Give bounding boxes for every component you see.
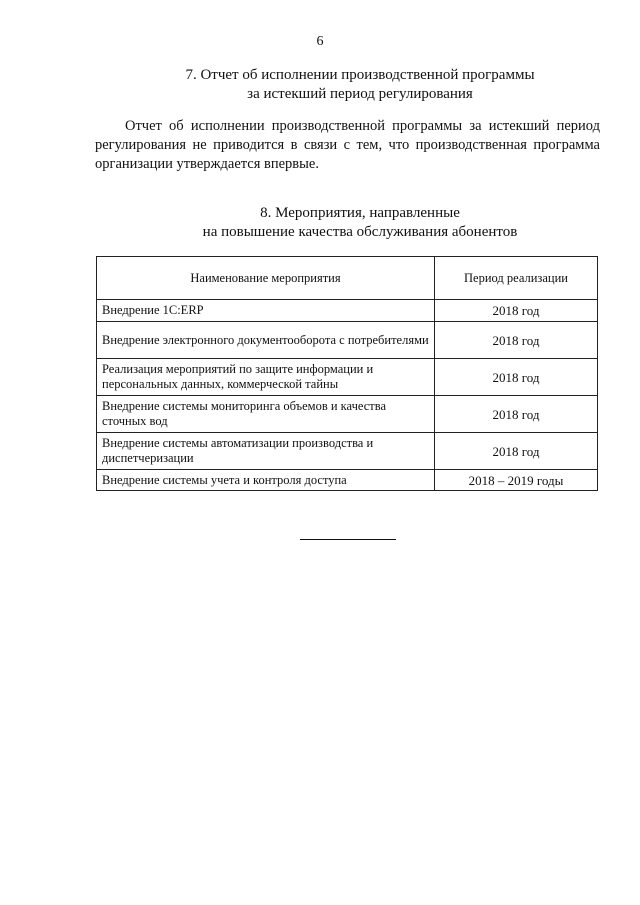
section-8-title-line-2: на повышение качества обслуживания абонентов bbox=[202, 224, 518, 240]
measure-period: 2018 год bbox=[435, 322, 598, 359]
measure-name: Внедрение системы учета и контроля доступа bbox=[97, 470, 435, 491]
measure-period: 2018 год bbox=[435, 396, 598, 433]
section-7-paragraph-text: Отчет об исполнении производственной программы за истекший период регулирования не приводится в связи с тем, что производственная программа организации утверждается впервые. bbox=[95, 118, 600, 172]
column-header-period: Период реализации bbox=[435, 257, 598, 300]
measures-table bbox=[96, 256, 598, 491]
column-header-name: Наименование мероприятия bbox=[97, 257, 435, 300]
measure-name: Реализация мероприятий по защите информации и персональных данных, коммерческой тайны bbox=[97, 359, 435, 396]
measure-name: Внедрение электронного документооборота с потребителями bbox=[97, 322, 435, 359]
table-row bbox=[97, 322, 598, 359]
section-7-paragraph bbox=[95, 117, 600, 174]
measure-name: Внедрение системы автоматизации производства и диспетчеризации bbox=[97, 433, 435, 470]
table-header-row bbox=[97, 257, 598, 300]
table-row bbox=[97, 359, 598, 396]
section-7-title-line-1: 7. Отчет об исполнении производственной программы bbox=[185, 67, 535, 83]
section-7-heading bbox=[0, 66, 640, 104]
section-8-heading bbox=[0, 204, 640, 242]
measure-period: 2018 год bbox=[435, 300, 598, 322]
section-7-title-line-2: за истекший период регулирования bbox=[247, 86, 473, 102]
measure-period: 2018 – 2019 годы bbox=[435, 470, 598, 491]
table-row bbox=[97, 470, 598, 491]
section-8-title-line-1: 8. Мероприятия, направленные bbox=[260, 205, 460, 221]
table-row bbox=[97, 396, 598, 433]
measure-name: Внедрение 1С:ERP bbox=[97, 300, 435, 322]
measure-period: 2018 год bbox=[435, 359, 598, 396]
closing-divider bbox=[300, 539, 396, 540]
table-row bbox=[97, 433, 598, 470]
table-row bbox=[97, 300, 598, 322]
measure-period: 2018 год bbox=[435, 433, 598, 470]
page-number: 6 bbox=[316, 34, 324, 49]
measure-name: Внедрение системы мониторинга объемов и качества сточных вод bbox=[97, 396, 435, 433]
